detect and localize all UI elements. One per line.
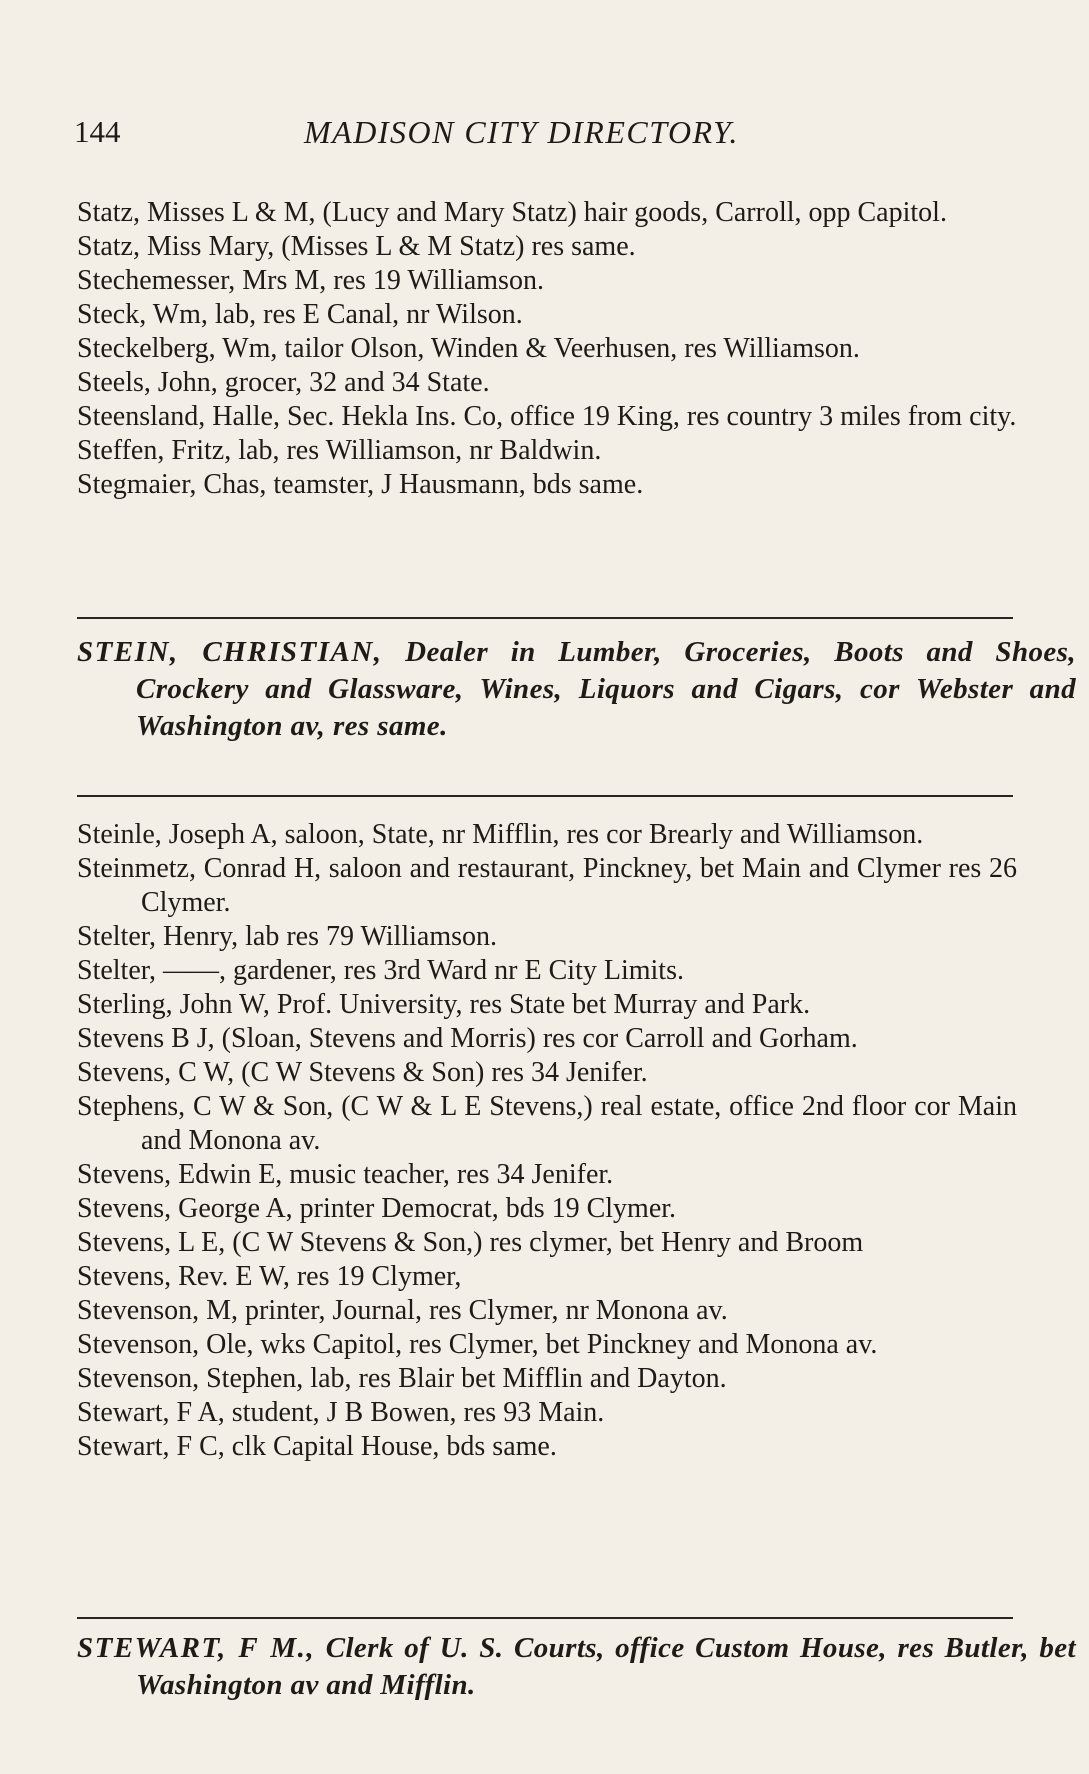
directory-entry: Stevens, L E, (C W Stevens & Son,) res clymer, bet Henry and Broom	[77, 1227, 864, 1258]
entries-middle	[77, 818, 1017, 1464]
advertisement-text: Clerk of U. S. Courts, office Custom House, res Butler, bet Washington av and Mifflin.	[136, 1632, 1076, 1701]
directory-entry: Stelter, Henry, lab res 79 Williamson.	[77, 921, 497, 952]
page-number: 144	[74, 114, 121, 149]
directory-entry: Stevenson, Ole, wks Capitol, res Clymer, bet Pinckney and Monona av.	[77, 1329, 878, 1360]
directory-entry: Steinmetz, Conrad H, saloon and restaurant, Pinckney, bet Main and Clymer res 26 Clymer.	[77, 853, 1017, 918]
directory-entry: Stewart, F A, student, J B Bowen, res 93 Main.	[77, 1397, 605, 1428]
directory-entry: Stephens, C W & Son, (C W & L E Stevens,) real estate, office 2nd floor cor Main and Monona av.	[77, 1091, 1017, 1156]
directory-entry: Statz, Miss Mary, (Misses L & M Statz) res same.	[77, 231, 636, 262]
directory-entry: Stegmaier, Chas, teamster, J Hausmann, bds same.	[77, 469, 644, 500]
directory-entry: Stevens, Rev. E W, res 19 Clymer,	[77, 1261, 462, 1292]
directory-entry: Steinle, Joseph A, saloon, State, nr Mifflin, res cor Brearly and Williamson.	[77, 819, 924, 850]
directory-entry: Stevens, C W, (C W Stevens & Son) res 34 Jenifer.	[77, 1057, 648, 1088]
directory-entry: Stewart, F C, clk Capital House, bds same.	[77, 1431, 557, 1462]
directory-entry: Steck, Wm, lab, res E Canal, nr Wilson.	[77, 299, 523, 330]
running-title: MADISON CITY DIRECTORY.	[304, 114, 739, 150]
entries-top	[77, 196, 1017, 502]
advertisement-text: Dealer in Lumber, Groceries, Boots and Shoes, Crockery and Glassware, Wines, Liquors and Cigars, cor Webster and Washington av, res same.	[136, 636, 1076, 742]
directory-entry: Steels, John, grocer, 32 and 34 State.	[77, 367, 490, 398]
directory-entry: Stevens, George A, printer Democrat, bds 19 Clymer.	[77, 1193, 677, 1224]
directory-entry: Stevenson, Stephen, lab, res Blair bet Mifflin and Dayton.	[77, 1363, 727, 1394]
directory-entry: Steffen, Fritz, lab, res Williamson, nr Baldwin.	[77, 435, 602, 466]
divider-rule	[77, 1617, 1013, 1619]
directory-entry: Stelter, ——, gardener, res 3rd Ward nr E City Limits.	[77, 955, 684, 986]
advertisement-stein	[77, 634, 1076, 745]
directory-entry: Stechemesser, Mrs M, res 19 Williamson.	[77, 265, 544, 296]
directory-entry: Stevens B J, (Sloan, Stevens and Morris) res cor Carroll and Gorham.	[77, 1023, 858, 1054]
divider-rule	[77, 795, 1013, 797]
page-header	[74, 114, 1015, 154]
directory-entry: Steckelberg, Wm, tailor Olson, Winden & Veerhusen, res Williamson.	[77, 333, 860, 364]
advertiser-name: STEIN, CHRISTIAN,	[77, 636, 383, 668]
divider-rule	[77, 617, 1013, 619]
directory-entry: Stevens, Edwin E, music teacher, res 34 Jenifer.	[77, 1159, 614, 1190]
advertisement-stewart	[77, 1630, 1076, 1704]
directory-entry: Stevenson, M, printer, Journal, res Clymer, nr Monona av.	[77, 1295, 728, 1326]
directory-entry: Sterling, John W, Prof. University, res State bet Murray and Park.	[77, 989, 811, 1020]
directory-entry: Steensland, Halle, Sec. Hekla Ins. Co, office 19 King, res country 3 miles from city.	[77, 401, 1017, 432]
directory-entry: Statz, Misses L & M, (Lucy and Mary Statz) hair goods, Carroll, opp Capitol.	[77, 197, 947, 228]
advertiser-name: STEWART, F M.,	[77, 1632, 316, 1664]
